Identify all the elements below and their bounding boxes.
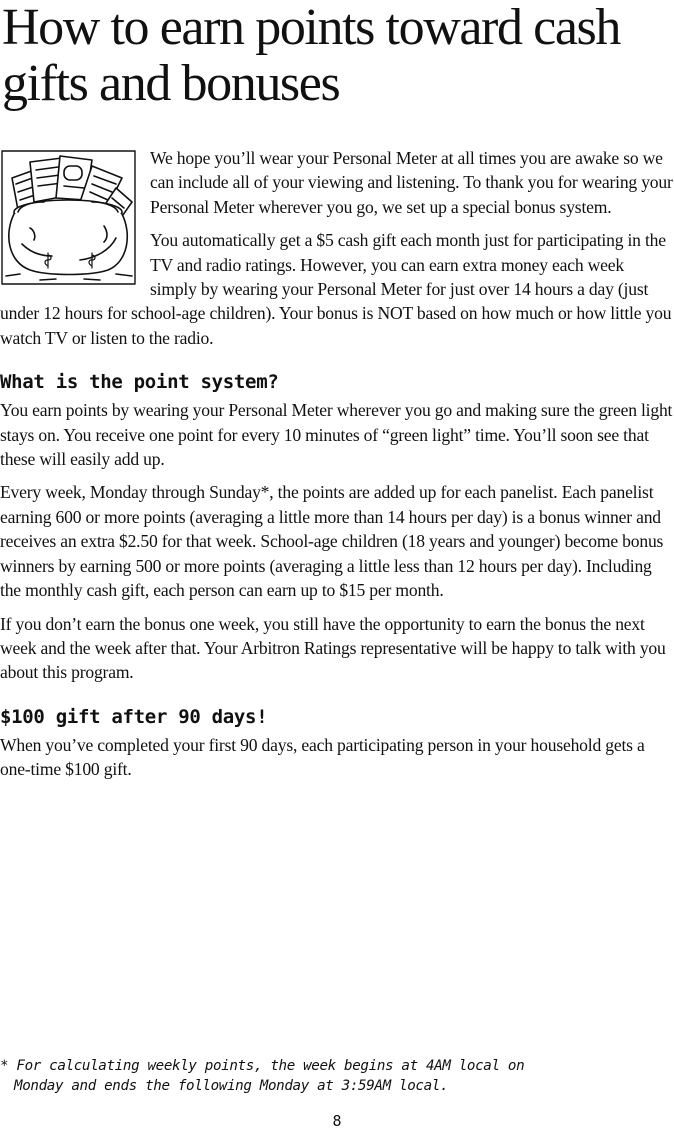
gift-heading: $100 gift after 90 days! [0, 705, 268, 728]
main-content [0, 146, 674, 791]
footnote-line-2: Monday and ends the following Monday at 3:59AM local. [14, 1078, 449, 1094]
point-system-paragraph-2: Every week, Monday through Sunday*, the points are added up for each panelist. Each panelist earning 600 or more points (averaging a little more than 14 hours per day) is a bonus winner and receives an extra $2.50 for that week. School-age children (18 years and younger) become bonus winners by earning 500 or more points (averaging a little less than 12 hours per day). Including the monthly cash gift, each person can earn up to $15 per month. [0, 482, 664, 601]
page-title: How to earn points toward cash gifts and bonuses [2, 0, 620, 112]
point-system-heading: What is the point system? [0, 371, 279, 394]
point-system-paragraph-1: You earn points by wearing your Personal Meter wherever you go and making sure the green light stays on. You receive one point for every 10 minutes of “green light” time. You’ll soon see that these will easily add up. [0, 400, 673, 470]
footnote-line-1: * For calculating weekly points, the week begins at 4AM local on [0, 1058, 525, 1074]
page-number: 8 [332, 1112, 342, 1130]
point-system-paragraph-3: If you don’t earn the bonus one week, you still have the opportunity to earn the bonus the next week and the week after that. Your Arbitron Ratings representative will be happy to talk with you about this program. [0, 613, 666, 683]
intro-paragraph-2: You automatically get a $5 cash gift each month just for participating in the TV and radio ratings. However, you can earn extra money each week simply by wearing your Personal Meter for just over 14 hours a day (just under 12 hours for school-age children). Your bonus is NOT based on how much or how little you watch TV or listen to the radio. [0, 230, 672, 348]
gift-paragraph: When you’ve completed your first 90 days, each participating person in your household gets a one-time $100 gift. [0, 734, 645, 780]
intro-paragraph-1: We hope you’ll wear your Personal Meter at all times you are awake so we can include all of your viewing and listening. To thank you for wearing your Personal Meter wherever you go, we set up a special bonus system. [150, 148, 673, 217]
money-bag-illustration [0, 148, 138, 288]
footnote [0, 1056, 525, 1096]
money-bag-icon [0, 148, 138, 288]
